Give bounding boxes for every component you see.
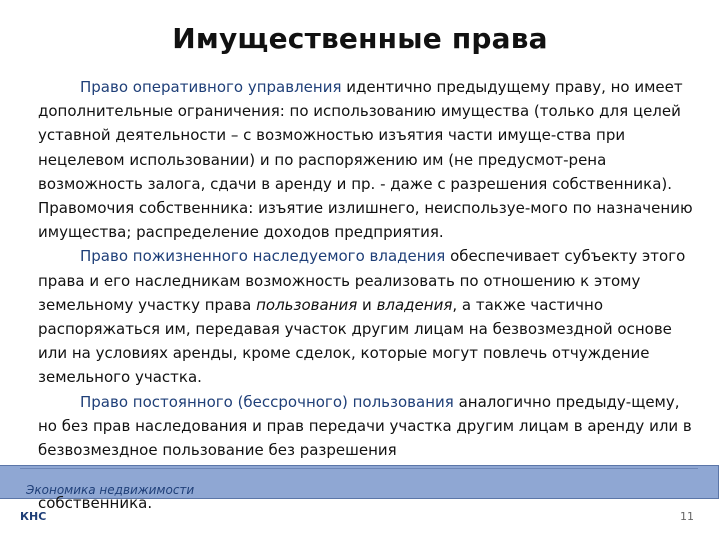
emphasis-use: пользования [256,295,358,314]
paragraph-operational-management [38,75,698,244]
paragraph-lifetime-inheritable-possession [38,244,698,389]
paragraph-text: обеспечивает субъекту этого права и его наследникам возможность реализовать по отношению к этому земельному участку права [38,247,686,314]
conjunction-text: и [357,295,377,314]
emphasis-possession: владения [376,295,453,314]
overflow-text: собственника. [38,494,153,512]
paragraph-text: , а также частично распоряжаться им, передавая участок другим лицам на безвозмездной основе или на условиях аренды, кроме сделок, которые могут повлечь отчуждение земельного участка. [38,295,672,387]
term-lifetime-inheritable-possession: Право пожизненного наследуемого владения [80,247,446,266]
paragraph-permanent-use [38,390,698,463]
page-number: 11 [680,510,694,523]
term-permanent-use: Право постоянного (бессрочного) пользования [80,392,454,411]
paragraph-text: идентично предыдущему праву, но имеет дополнительные ограничения: по использованию имущества (только для целей уставной деятельности – с возможностью изъятия части имуще-ства при нецелевом использовании) и по распоряжению им (не предусмот-рена возможность залога, сдачи в аренду и пр. - даже с разрешения собственника). Правомочия собственника: изъятие излишнего, неиспользуе-мого по назначению имущества; распределение доходов предприятия. [38,78,693,242]
slide-body [38,75,698,462]
footer-brand: Экономика недвижимости [26,483,195,497]
term-operational-management: Право оперативного управления [80,78,342,96]
footer-subtitle: КНС [20,510,47,523]
paragraph-text: аналогично предыду-щему, но без прав наследования и прав передачи участка другим лицам в аренду или в безвозмездное пользование без разрешения [38,392,692,460]
slide-title: Имущественные права [172,22,548,55]
